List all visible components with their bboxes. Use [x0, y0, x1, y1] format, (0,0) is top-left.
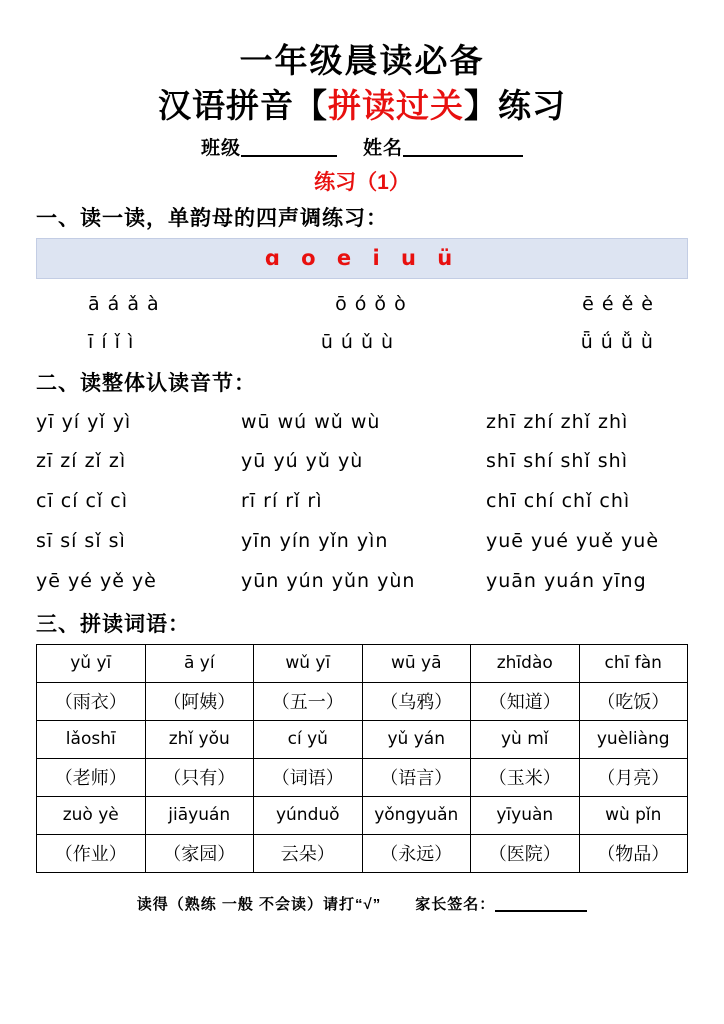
- syllable-cell: yē yé yě yè: [36, 570, 157, 593]
- table-cell: （月亮）: [579, 758, 688, 796]
- table-row: [37, 682, 688, 720]
- syllable-cell: shī shí shǐ shì: [486, 450, 628, 473]
- table-cell: yǔ yán: [362, 720, 471, 758]
- syllable-cell: cī cí cǐ cì: [36, 490, 129, 513]
- tone-cell: ā á ǎ à: [88, 292, 160, 315]
- table-cell: yù mǐ: [471, 720, 580, 758]
- page-title-line1: 一年级晨读必备: [239, 42, 485, 79]
- syllable-row: [36, 442, 688, 482]
- table-row: [37, 644, 688, 682]
- vowel-highlight-band: [36, 238, 688, 279]
- syllable-cell: zī zí zǐ zì: [36, 450, 127, 473]
- table-cell: yǒngyuǎn: [362, 796, 471, 834]
- table-cell: （永远）: [362, 834, 471, 872]
- table-cell: （阿姨）: [145, 682, 254, 720]
- title-highlight: 拼读过关: [328, 87, 464, 125]
- table-cell: yǔ yī: [37, 644, 146, 682]
- table-cell: （雨衣）: [37, 682, 146, 720]
- syllable-row: [36, 562, 688, 602]
- table-cell: （玉米）: [471, 758, 580, 796]
- table-cell: （乌鸦）: [362, 682, 471, 720]
- table-cell: （老师）: [37, 758, 146, 796]
- tone-cell: ǖ ǘ ǚ ǜ: [580, 330, 654, 353]
- table-cell: （物品）: [579, 834, 688, 872]
- tone-practice-block: [36, 285, 688, 361]
- title-post: 】练习: [464, 87, 566, 125]
- signature-label: 家长签名：: [415, 895, 496, 913]
- syllable-cell: sī sí sǐ sì: [36, 530, 126, 553]
- student-info-line: [36, 133, 688, 160]
- section-1-heading: 一、读一读，单韵母的四声调练习：: [36, 206, 388, 230]
- syllable-cell: wū wú wǔ wù: [241, 410, 381, 433]
- syllable-cell: yīn yín yǐn yìn: [241, 530, 389, 553]
- title-pre: 汉语拼音【: [158, 87, 328, 125]
- table-cell: （词语）: [254, 758, 363, 796]
- table-cell: cí yǔ: [254, 720, 363, 758]
- tone-cell: ū ú ǔ ù: [320, 330, 395, 353]
- table-cell: zhīdào: [471, 644, 580, 682]
- table-row: [37, 834, 688, 872]
- table-cell: （语言）: [362, 758, 471, 796]
- syllable-row: [36, 482, 688, 522]
- page-title-line2: [36, 85, 688, 126]
- table-row: [37, 720, 688, 758]
- rating-instruction: 读得（熟练 一般 不会读）请打“√”: [136, 895, 382, 913]
- syllable-cell: yuē yué yuě yuè: [486, 530, 660, 553]
- table-cell: yuèliàng: [579, 720, 688, 758]
- syllable-cell: yuān yuán yīng: [486, 570, 647, 593]
- words-table: [36, 644, 688, 873]
- table-cell: wù pǐn: [579, 796, 688, 834]
- table-cell: （吃饭）: [579, 682, 688, 720]
- syllable-row: [36, 403, 688, 443]
- syllable-cell: zhī zhí zhǐ zhì: [486, 410, 629, 433]
- section-3-heading: 三、拼读词语：: [36, 612, 190, 636]
- table-cell: yīyuàn: [471, 796, 580, 834]
- tone-row: [36, 285, 688, 323]
- vowel-list: ɑ o e i u ü: [264, 245, 460, 270]
- syllable-row: [36, 522, 688, 562]
- table-cell: jiāyuán: [145, 796, 254, 834]
- tone-cell: ō ó ǒ ò: [335, 292, 407, 315]
- class-blank[interactable]: [241, 155, 337, 157]
- section-2-heading: 二、读整体认读音节：: [36, 371, 256, 395]
- table-cell: （五一）: [254, 682, 363, 720]
- syllable-cell: rī rí rǐ rì: [241, 490, 323, 513]
- tone-cell: ī í ǐ ì: [88, 330, 135, 353]
- name-label: 姓名: [363, 137, 404, 159]
- table-row: [37, 796, 688, 834]
- tone-row: [36, 323, 688, 361]
- table-cell: lǎoshī: [37, 720, 146, 758]
- syllable-cell: yū yú yǔ yù: [241, 450, 364, 473]
- table-cell: （家园）: [145, 834, 254, 872]
- table-row: [37, 758, 688, 796]
- table-cell: wǔ yī: [254, 644, 363, 682]
- table-cell: 云朵）: [254, 834, 363, 872]
- table-cell: （作业）: [37, 834, 146, 872]
- exercise-number: 练习（1）: [314, 170, 410, 194]
- signature-blank[interactable]: [495, 910, 587, 912]
- syllable-cell: chī chí chǐ chì: [486, 490, 631, 513]
- table-cell: chī fàn: [579, 644, 688, 682]
- table-cell: wū yā: [362, 644, 471, 682]
- class-label: 班级: [200, 137, 241, 159]
- syllable-cell: yī yí yǐ yì: [36, 410, 132, 433]
- table-cell: yúnduǒ: [254, 796, 363, 834]
- footer-line: [36, 893, 688, 914]
- table-cell: （知道）: [471, 682, 580, 720]
- table-cell: （只有）: [145, 758, 254, 796]
- syllable-practice-block: [36, 403, 688, 602]
- table-cell: zhǐ yǒu: [145, 720, 254, 758]
- table-cell: ā yí: [145, 644, 254, 682]
- table-cell: （医院）: [471, 834, 580, 872]
- name-blank[interactable]: [403, 155, 523, 157]
- syllable-cell: yūn yún yǔn yùn: [241, 570, 416, 593]
- tone-cell: ē é ě è: [582, 292, 654, 315]
- table-cell: zuò yè: [37, 796, 146, 834]
